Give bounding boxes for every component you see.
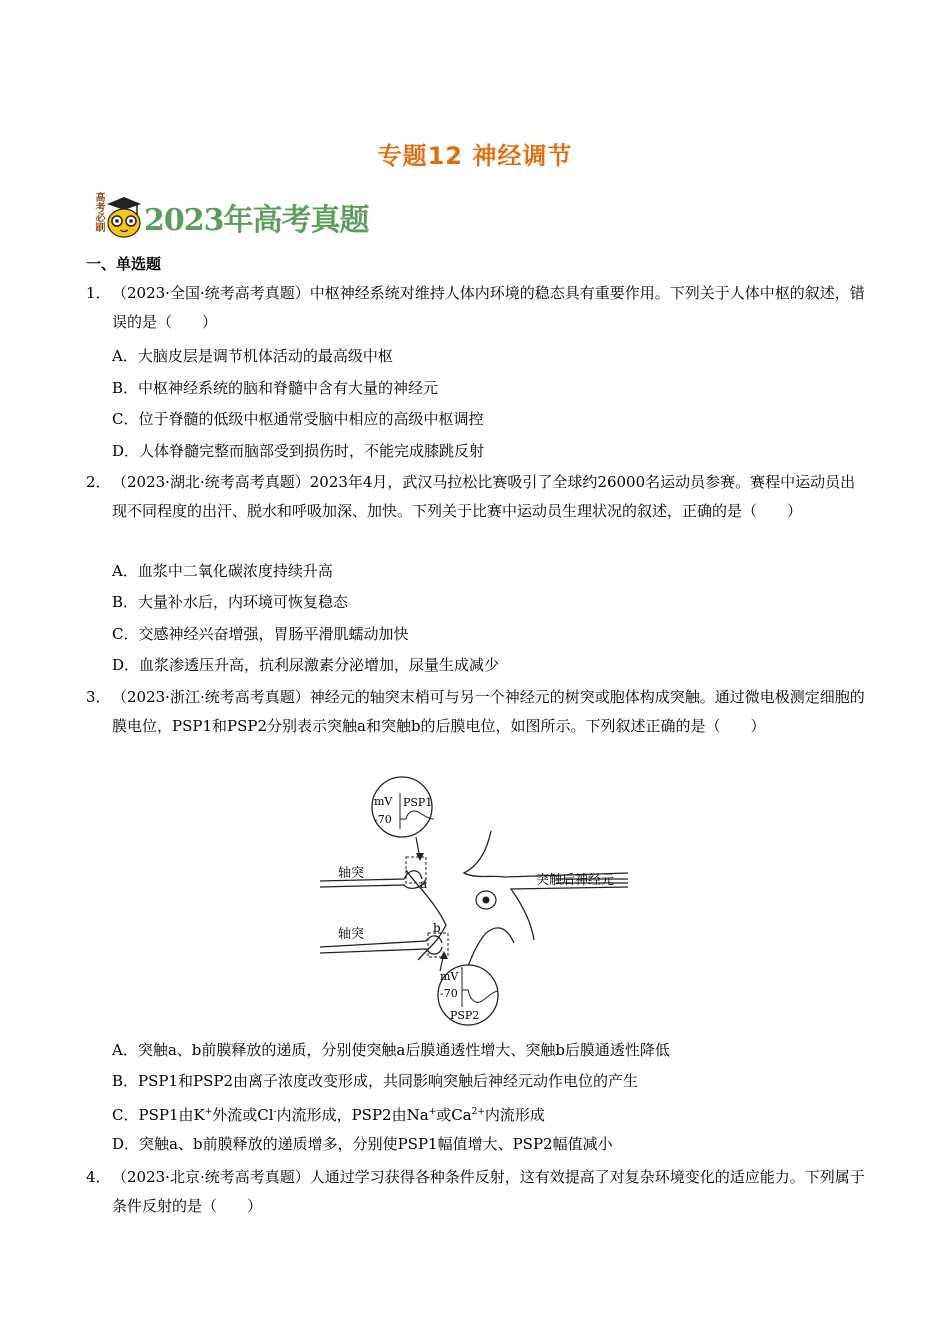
- question-stem: （2023·全国·统考高考真题）中枢神经系统对维持人体内环境的稳态具有重要作用。下列关于人体中枢的叙述，错误的是（ ）: [112, 284, 865, 331]
- option-c: C．交感神经兴奋增强，胃肠平滑肌蠕动加快: [112, 625, 409, 643]
- synapse-figure: [316, 775, 628, 1030]
- section-banner: [86, 192, 369, 242]
- psp1-label: PSP1: [403, 796, 433, 809]
- option-a: A．突触a、b前膜释放的递质，分别使突触a后膜通透性增大、突触b后膜通透性降低: [112, 1041, 670, 1059]
- mv-label-bottom: mV: [440, 970, 459, 983]
- section-heading: 一、单选题: [86, 255, 162, 273]
- psp2-label: PSP2: [450, 1009, 480, 1022]
- question-number: 2．: [86, 473, 111, 491]
- option-c: C．PSP1由K+外流或Cl-内流形成，PSP2由Na+或$Ca^{2+}$内流形成: [112, 1106, 545, 1124]
- voltage-label-top: -70: [374, 813, 392, 826]
- option-d: D．人体脊髓完整而脑部受到损伤时，不能完成膝跳反射: [112, 442, 485, 460]
- question-number: 3．: [86, 688, 111, 706]
- axon-label-top: 轴突: [338, 866, 365, 881]
- question-1: [86, 279, 866, 337]
- synapse-b-label: b: [433, 921, 441, 935]
- mv-label-top: mV: [374, 795, 393, 808]
- option-b: B．大量补水后，内环境可恢复稳态: [112, 593, 349, 611]
- question-stem: （2023·北京·统考高考真题）人通过学习获得各种条件反射，这有效提高了对复杂环境变化的适应能力。下列属于条件反射的是（ ）: [112, 1168, 865, 1215]
- question-number: 4．: [86, 1168, 111, 1186]
- option-d: D．突触a、b前膜释放的递质增多，分别使PSP1幅值增大、PSP2幅值减小: [112, 1135, 613, 1153]
- question-stem: （2023·湖北·统考高考真题）2023年4月，武汉马拉松比赛吸引了全球约26000名运动员参赛。赛程中运动员出现不同程度的出汗、脱水和呼吸加深、加快。下列关于比赛中运动员生理状况的叙述，正确的是（ ）: [112, 473, 856, 520]
- banner-badge: 高考必刷: [93, 192, 104, 232]
- question-number: 1．: [86, 284, 111, 302]
- option-c: C．位于脊髓的低级中枢通常受脑中相应的高级中枢调控: [112, 410, 484, 428]
- synapse-a-label: a: [420, 877, 428, 891]
- postsynaptic-neuron-label: 突触后神经元: [536, 873, 615, 888]
- page-title: 专题12 神经调节: [377, 142, 573, 170]
- axon-label-bottom: 轴突: [338, 927, 365, 942]
- question-2: [86, 468, 866, 526]
- option-a: A．血浆中二氧化碳浓度持续升高: [112, 562, 333, 580]
- question-3: [86, 683, 866, 741]
- option-d: D．血浆渗透压升高，抗利尿激素分泌增加，尿量生成减少: [112, 656, 500, 674]
- option-b: B．中枢神经系统的脑和脊髓中含有大量的神经元: [112, 379, 439, 397]
- question-4: [86, 1163, 866, 1221]
- banner-text: 2023年高考真题: [144, 203, 369, 238]
- voltage-label-bottom: -70: [440, 987, 458, 1000]
- owl-mascot-icon: [106, 195, 142, 239]
- question-stem: （2023·浙江·统考高考真题）神经元的轴突末梢可与另一个神经元的树突或胞体构成突触。通过微电极测定细胞的膜电位，PSP1和PSP2分别表示突触a和突触b的后膜电位，如图所示。下列叙述正确的是（ ）: [112, 688, 865, 735]
- option-b: B．PSP1和PSP2由离子浓度改变形成，共同影响突触后神经元动作电位的产生: [112, 1072, 639, 1090]
- option-a: A．大脑皮层是调节机体活动的最高级中枢: [112, 347, 393, 365]
